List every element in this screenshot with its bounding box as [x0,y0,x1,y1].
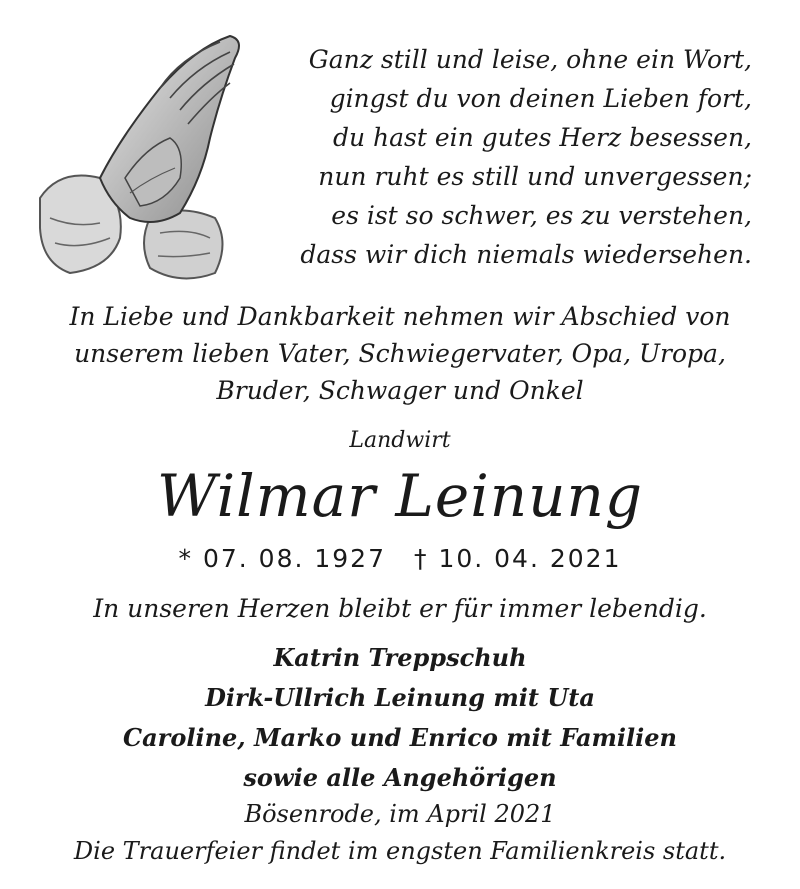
profession: Landwirt [349,428,451,453]
birth-date: * 07. 08. 1927 [178,544,386,573]
farewell-intro [0,298,800,409]
poem-line: dass wir dich niemals wiedersehen. [300,240,752,269]
closing [0,796,800,870]
mourner: sowie alle Angehörigen [243,763,557,792]
poem-line: Ganz still und leise, ohne ein Wort, [308,45,752,74]
poem-line: es ist so schwer, es zu verstehen, [331,201,752,230]
intro-line: In Liebe und Dankbarkeit nehmen wir Abschied von [69,302,731,331]
funeral-note: Die Trauerfeier findet im engsten Familienkreis statt. [73,837,727,865]
memory-line: In unseren Herzen bleibt er für immer lebendig. [93,594,707,623]
poem-line: nun ruht es still und unvergessen; [318,162,752,191]
poem [232,40,752,274]
deceased-name: Wilmar Leinung [156,462,643,530]
place-date: Bösenrode, im April 2021 [244,800,556,828]
mourner: Dirk-Ullrich Leinung mit Uta [205,683,595,712]
mourner: Katrin Treppschuh [273,643,527,672]
poem-line: gingst du von deinen Lieben fort, [329,84,752,113]
death-date: † 10. 04. 2021 [414,544,622,573]
mourners-list [0,638,800,798]
intro-line: unserem lieben Vater, Schwiegervater, Opa, Uropa, [74,339,726,368]
life-dates [0,544,800,573]
praying-hands-icon [30,28,260,288]
poem-line: du hast ein gutes Herz besessen, [332,123,752,152]
mourner: Caroline, Marko und Enrico mit Familien [123,723,677,752]
intro-line: Bruder, Schwager und Onkel [216,376,584,405]
